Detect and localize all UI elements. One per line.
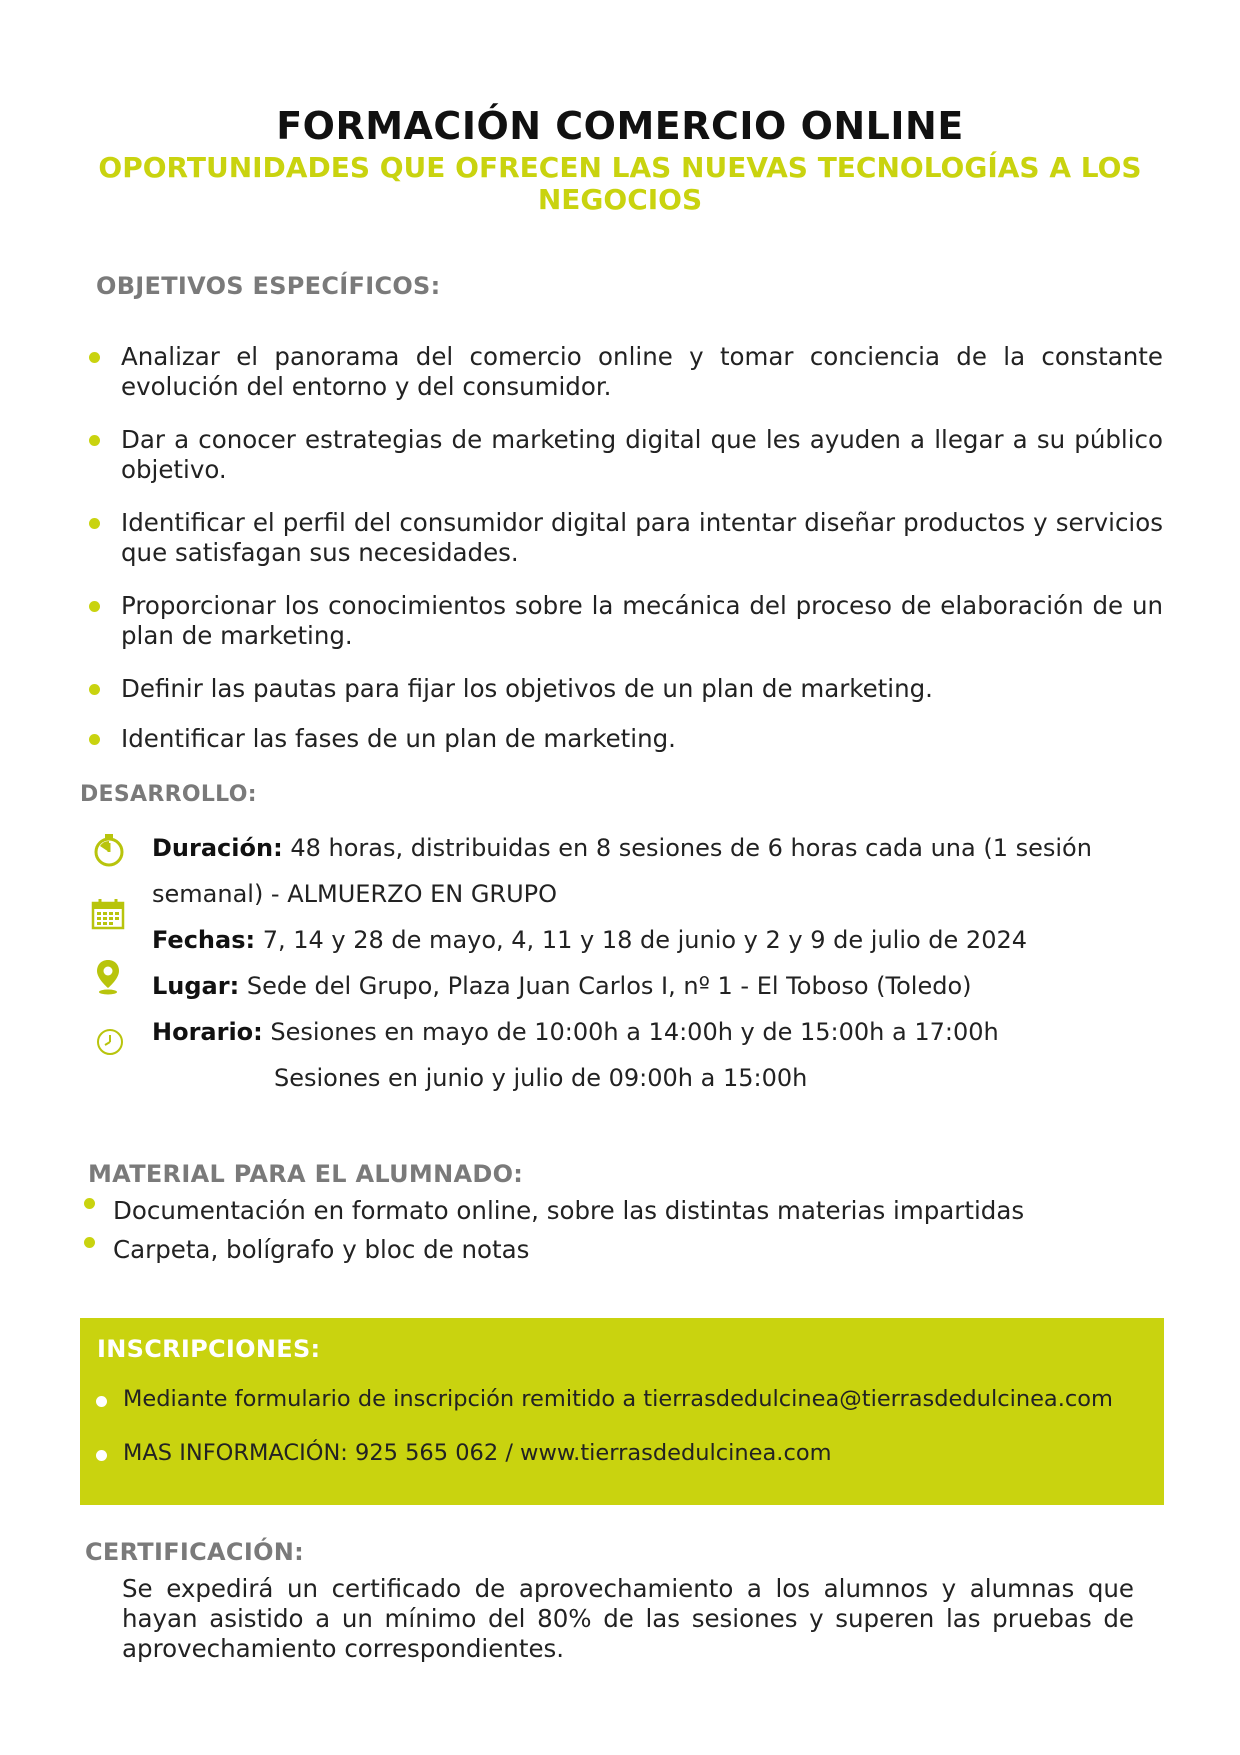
- clock-icon: [96, 1028, 124, 1056]
- list-item: Proporcionar los conocimientos sobre la mecánica del proceso de elaboración de un plan de marketing.: [88, 591, 1163, 651]
- page-subtitle: OPORTUNIDADES QUE OFRECEN LAS NUEVAS TECNOLOGÍAS A LOS NEGOCIOS: [98, 151, 1142, 216]
- horario-row-cont: [274, 1064, 1240, 1092]
- duracion-row-cont: [152, 880, 1232, 908]
- bullet-icon: [89, 518, 100, 529]
- horario-row: [152, 1018, 1232, 1046]
- bullet-icon: [96, 1396, 107, 1407]
- duracion-value-cont: semanal) - ALMUERZO EN GRUPO: [152, 880, 558, 908]
- duracion-value: 48 horas, distribuidas en 8 sesiones de 6 horas cada una (1 sesión: [290, 834, 1092, 862]
- location-pin-icon: [95, 958, 121, 996]
- material-list: [84, 1196, 1084, 1274]
- horario-value-cont: Sesiones en junio y julio de 09:00h a 15:00h: [274, 1064, 808, 1092]
- inscripciones-box: [80, 1318, 1164, 1505]
- bullet-icon: [89, 352, 100, 363]
- bullet-icon: [89, 601, 100, 612]
- stopwatch-icon: [92, 832, 126, 868]
- list-item: Analizar el panorama del comercio online y tomar conciencia de la constante evolución del entorno y del consumidor.: [88, 342, 1163, 402]
- inscripciones-item: MAS INFORMACIÓN: 925 565 062 / www.tierrasdedulcinea.com: [96, 1440, 832, 1466]
- desarrollo-heading: DESARROLLO:: [80, 782, 257, 807]
- list-item: Identificar las fases de un plan de marketing.: [88, 724, 1163, 754]
- fechas-label: Fechas:: [152, 926, 256, 954]
- bullet-icon: [96, 1450, 107, 1461]
- list-item: Documentación en formato online, sobre las distintas materias impartidas: [84, 1196, 1084, 1226]
- duracion-row: [152, 834, 1232, 862]
- page-title: FORMACIÓN COMERCIO ONLINE: [276, 104, 964, 148]
- fechas-row: [152, 926, 1232, 954]
- objetivos-list: [88, 342, 1163, 774]
- material-heading: MATERIAL PARA EL ALUMNADO:: [88, 1160, 524, 1188]
- list-item: Carpeta, bolígrafo y bloc de notas: [84, 1235, 1084, 1265]
- bullet-icon: [84, 1198, 95, 1209]
- horario-label: Horario:: [152, 1018, 263, 1046]
- lugar-row: [152, 972, 1232, 1000]
- fechas-value: 7, 14 y 28 de mayo, 4, 11 y 18 de junio y 2 y 9 de julio de 2024: [262, 926, 1028, 954]
- lugar-value: Sede del Grupo, Plaza Juan Carlos I, nº 1 - El Toboso (Toledo): [246, 972, 972, 1000]
- lugar-label: Lugar:: [152, 972, 240, 1000]
- bullet-icon: [84, 1237, 95, 1248]
- certificacion-heading: CERTIFICACIÓN:: [85, 1538, 305, 1566]
- inscripciones-heading: INSCRIPCIONES:: [97, 1335, 321, 1363]
- horario-value: Sesiones en mayo de 10:00h a 14:00h y de 15:00h a 17:00h: [270, 1018, 999, 1046]
- calendar-icon: [91, 898, 125, 930]
- bullet-icon: [89, 684, 100, 695]
- objetivos-heading: OBJETIVOS ESPECÍFICOS:: [96, 272, 441, 300]
- certificacion-text: Se expedirá un certificado de aprovechamiento a los alumnos y alumnas que hayan asistido a un mínimo del 80% de las sesiones y superen las pruebas de aprovechamiento correspondientes.: [122, 1574, 1134, 1663]
- bullet-icon: [89, 435, 100, 446]
- list-item: Definir las pautas para fijar los objetivos de un plan de marketing.: [88, 674, 1163, 704]
- bullet-icon: [89, 734, 100, 745]
- list-item: Dar a conocer estrategias de marketing digital que les ayuden a llegar a su público objetivo.: [88, 425, 1163, 485]
- inscripciones-item: Mediante formulario de inscripción remitido a tierrasdedulcinea@tierrasdedulcinea.com: [96, 1386, 1113, 1412]
- list-item: Identificar el perfil del consumidor digital para intentar diseñar productos y servicios que satisfagan sus necesidades.: [88, 508, 1163, 568]
- duracion-label: Duración:: [152, 834, 283, 862]
